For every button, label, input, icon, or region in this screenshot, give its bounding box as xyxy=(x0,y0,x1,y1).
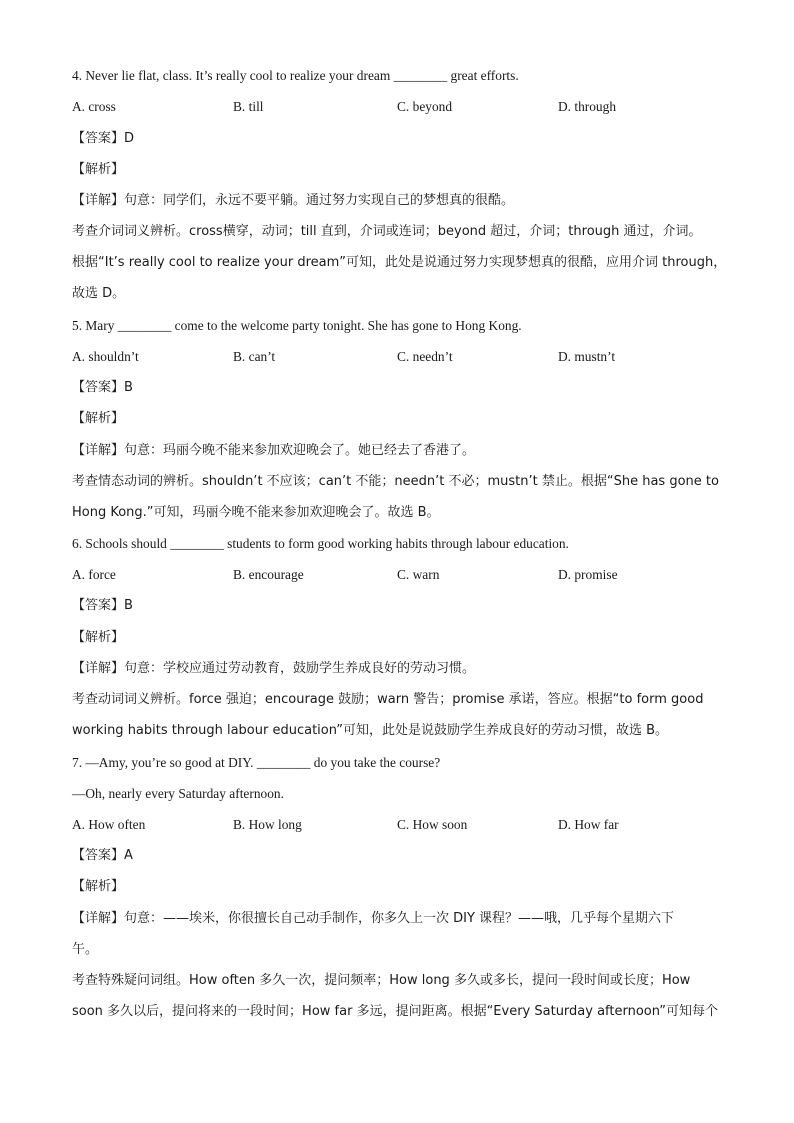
question-7-option-d: D. How far xyxy=(558,817,619,832)
question-7-stem-reply: —Oh, nearly every Saturday afternoon. xyxy=(72,786,284,801)
question-7-detail-line: 午。 xyxy=(72,942,99,957)
question-4-option-b: B. till xyxy=(233,99,264,114)
question-5-detail-line: 【详解】句意：玛丽今晚不能来参加欢迎晚会了。她已经去了香港了。 xyxy=(72,443,476,458)
question-5-analysis-heading: 【解析】 xyxy=(72,411,125,426)
question-5-answer: 【答案】B xyxy=(72,380,133,395)
question-7-detail-line: soon 多久以后，提问将来的一段时间；How far 多远，提问距离。根据“Every Saturday afternoon”可知每个 xyxy=(72,1004,719,1019)
question-4-detail-line: 考查介词词义辨析。cross横穿，动词；till 直到，介词或连词；beyond 超过，介词；through 通过，介词。 xyxy=(72,224,702,239)
question-6-option-d: D. promise xyxy=(558,567,618,582)
question-5-detail-line: 考查情态动词的辨析。shouldn’t 不应该；can’t 不能；needn’t 不必；mustn’t 禁止。根据“She has gone to xyxy=(72,474,719,489)
question-7-analysis-heading: 【解析】 xyxy=(72,879,125,894)
question-4-option-d: D. through xyxy=(558,99,617,114)
question-6-option-a: A. force xyxy=(72,567,116,582)
question-7-option-c: C. How soon xyxy=(397,817,468,832)
question-6-detail-line: 考查动词词义辨析。force 强迫；encourage 鼓励；warn 警告；promise 承诺，答应。根据“to form good xyxy=(72,692,704,707)
question-6-detail-line: 【详解】句意：学校应通过劳动教育，鼓励学生养成良好的劳动习惯。 xyxy=(72,661,476,676)
question-4-analysis-heading: 【解析】 xyxy=(72,162,125,177)
question-4-detail-line: 故选 D。 xyxy=(72,286,126,301)
question-6-detail-line: working habits through labour education”可知，此处是说鼓励学生养成良好的劳动习惯，故选 B。 xyxy=(72,723,669,738)
question-7-detail-line: 【详解】句意：——埃米，你很擅长自己动手制作，你多久上一次 DIY 课程？——哦，几乎每个星期六下 xyxy=(72,911,675,926)
question-7-detail-line: 考查特殊疑问词组。How often 多久一次，提问频率；How long 多久或多长，提问一段时间或长度；How xyxy=(72,973,691,988)
question-4-detail-line: 根据“It’s really cool to realize your dream”可知，此处是说通过努力实现梦想真的很酷，应用介词 through， xyxy=(72,255,727,270)
question-7-option-a: A. How often xyxy=(72,817,146,832)
question-6-stem: 6. Schools should ________ students to form good working habits through labour education. xyxy=(72,536,569,551)
question-5-detail-line: Hong Kong.”可知，玛丽今晚不能来参加欢迎晚会了。故选 B。 xyxy=(72,505,440,520)
question-7-stem: 7. —Amy, you’re so good at DIY. ________ do you take the course? xyxy=(72,755,441,770)
question-4-detail-line: 【详解】句意：同学们，永远不要平躺。通过努力实现自己的梦想真的很酷。 xyxy=(72,193,515,208)
question-4-option-a: A. cross xyxy=(72,99,116,114)
question-5-option-c: C. needn’t xyxy=(397,349,453,364)
question-4-answer: 【答案】D xyxy=(72,131,135,146)
question-7-option-b: B. How long xyxy=(233,817,302,832)
question-5-option-a: A. shouldn’t xyxy=(72,349,139,364)
question-6-option-c: C. warn xyxy=(397,567,440,582)
question-4-option-c: C. beyond xyxy=(397,99,453,114)
question-7-answer: 【答案】A xyxy=(72,848,133,863)
question-5-option-b: B. can’t xyxy=(233,349,276,364)
question-6-answer: 【答案】B xyxy=(72,598,133,613)
question-4-stem: 4. Never lie flat, class. It’s really cool to realize your dream ________ great efforts. xyxy=(72,68,519,83)
question-6-analysis-heading: 【解析】 xyxy=(72,630,125,645)
question-6-option-b: B. encourage xyxy=(233,567,304,582)
question-5-option-d: D. mustn’t xyxy=(558,349,616,364)
question-5-stem: 5. Mary ________ come to the welcome party tonight. She has gone to Hong Kong. xyxy=(72,318,522,333)
